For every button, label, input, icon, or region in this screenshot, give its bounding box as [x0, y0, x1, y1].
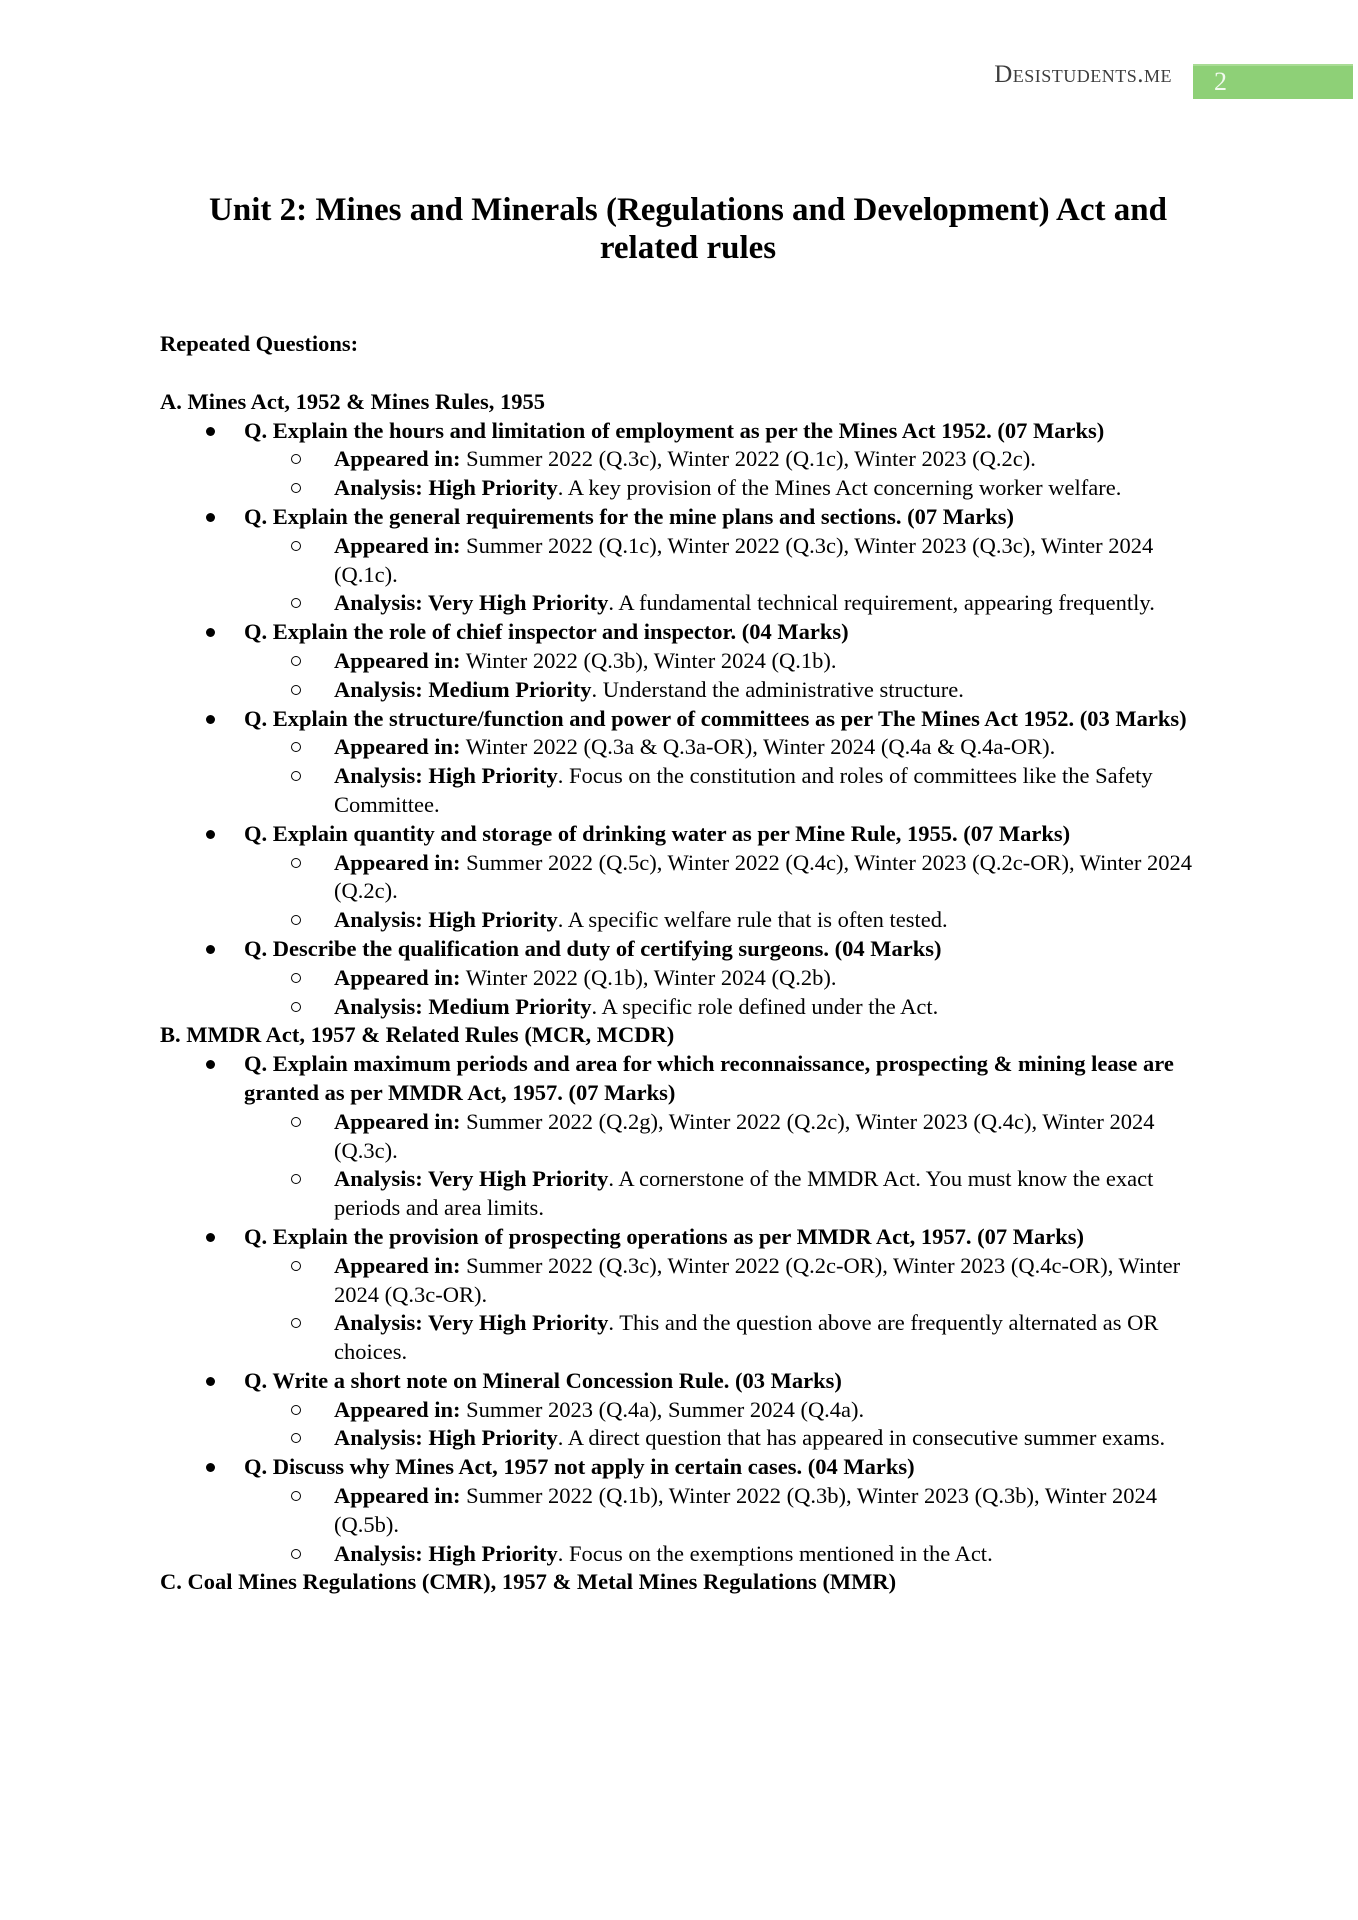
bullet-icon [206, 945, 215, 954]
page-title: Unit 2: Mines and Minerals (Regulations and Development) Act and related rules [209, 192, 1167, 266]
detail-item [160, 532, 1216, 590]
detail-label: Analysis: High Priority [334, 1425, 558, 1451]
detail-text: Summer 2022 (Q.3c), Winter 2022 (Q.1c), Winter 2023 (Q.2c). [460, 446, 1036, 472]
detail-item [160, 906, 1216, 935]
detail-text: Winter 2022 (Q.3a & Q.3a-OR), Winter 2024 (Q.4a & Q.4a-OR). [460, 734, 1056, 760]
question-text: Q. Explain maximum periods and area for which reconnaissance, prospecting & mining lease are granted as per MMDR Act, 1957. (07 Marks) [244, 1051, 1174, 1105]
question-text: Q. Explain the hours and limitation of employment as per the Mines Act 1952. (07 Marks) [244, 417, 1105, 443]
bullet-icon [206, 628, 215, 637]
circle-bullet-icon [291, 771, 301, 781]
detail-text: . A fundamental technical requirement, appearing frequently. [608, 590, 1155, 616]
question-item [160, 1223, 1216, 1252]
detail-text: Winter 2022 (Q.3b), Winter 2024 (Q.1b). [460, 647, 837, 673]
detail-label: Appeared in: [334, 532, 461, 558]
section-heading: C. Coal Mines Regulations (CMR), 1957 & Metal Mines Regulations (MMR) [160, 1569, 897, 1595]
circle-bullet-icon [291, 541, 301, 551]
detail-item [160, 1540, 1216, 1569]
detail-item [160, 1108, 1216, 1166]
circle-bullet-icon [291, 454, 301, 464]
question-text: Q. Write a short note on Mineral Concession Rule. (03 Marks) [244, 1367, 842, 1393]
detail-text: Summer 2022 (Q.3c), Winter 2022 (Q.2c-OR), Winter 2023 (Q.4c-OR), Winter 2024 (Q.3c-OR). [334, 1252, 1181, 1307]
detail-item [160, 589, 1216, 618]
detail-item [160, 762, 1216, 820]
detail-text: Winter 2022 (Q.1b), Winter 2024 (Q.2b). [460, 964, 837, 990]
bullet-icon [206, 513, 215, 522]
detail-label: Appeared in: [334, 647, 461, 673]
detail-text: Summer 2023 (Q.4a), Summer 2024 (Q.4a). [460, 1396, 865, 1422]
circle-bullet-icon [291, 1405, 301, 1415]
detail-label: Appeared in: [334, 849, 461, 875]
circle-bullet-icon [291, 685, 301, 695]
detail-label: Appeared in: [334, 1483, 461, 1509]
detail-item [160, 474, 1216, 503]
detail-text: . Understand the administrative structure. [591, 676, 964, 702]
circle-bullet-icon [291, 598, 301, 608]
detail-item [160, 445, 1216, 474]
bullet-icon [206, 1060, 215, 1069]
detail-label: Appeared in: [334, 446, 461, 472]
question-item [160, 705, 1216, 734]
detail-text: . A cornerstone of the MMDR Act. You must know the exact periods and area limits. [334, 1166, 1154, 1221]
detail-label: Appeared in: [334, 964, 461, 990]
circle-bullet-icon [291, 1433, 301, 1443]
detail-item [160, 1252, 1216, 1310]
circle-bullet-icon [291, 1174, 301, 1184]
detail-label: Analysis: Medium Priority [334, 676, 592, 702]
detail-text: . Focus on the constitution and roles of committees like the Safety Committee. [334, 763, 1153, 817]
circle-bullet-icon [291, 483, 301, 493]
detail-item [160, 733, 1216, 762]
detail-item [160, 1424, 1216, 1453]
detail-label: Appeared in: [334, 1252, 461, 1278]
detail-text: . A key provision of the Mines Act concerning worker welfare. [557, 475, 1122, 501]
section-heading: B. MMDR Act, 1957 & Related Rules (MCR, MCDR) [160, 1022, 675, 1048]
detail-item [160, 676, 1216, 705]
detail-text: . A specific welfare rule that is often tested. [557, 907, 948, 933]
detail-item [160, 1165, 1216, 1223]
page-number-badge [1193, 64, 1353, 99]
circle-bullet-icon [291, 742, 301, 752]
question-text: Q. Explain the general requirements for the mine plans and sections. (07 Marks) [244, 503, 1014, 529]
detail-text: . Focus on the exemptions mentioned in the Act. [557, 1540, 993, 1566]
detail-label: Analysis: High Priority [334, 763, 558, 789]
bullet-icon [206, 1377, 215, 1386]
question-item [160, 1367, 1216, 1396]
circle-bullet-icon [291, 1491, 301, 1501]
question-text: Q. Explain quantity and storage of drinking water as per Mine Rule, 1955. (07 Marks) [244, 820, 1071, 846]
question-item [160, 820, 1216, 849]
detail-label: Analysis: High Priority [334, 1540, 558, 1566]
detail-label: Analysis: High Priority [334, 475, 558, 501]
detail-item [160, 1396, 1216, 1425]
question-item [160, 618, 1216, 647]
question-text: Q. Discuss why Mines Act, 1957 not apply in certain cases. (04 Marks) [244, 1454, 915, 1480]
detail-item [160, 993, 1216, 1022]
circle-bullet-icon [291, 973, 301, 983]
detail-text: Summer 2022 (Q.1c), Winter 2022 (Q.3c), Winter 2023 (Q.3c), Winter 2024 (Q.1c). [334, 532, 1154, 587]
detail-text: . This and the question above are frequently alternated as OR choices. [334, 1310, 1159, 1365]
question-text: Q. Explain the role of chief inspector and inspector. (04 Marks) [244, 619, 849, 645]
detail-label: Analysis: Very High Priority [334, 1310, 609, 1336]
detail-text: . A direct question that has appeared in consecutive summer exams. [557, 1425, 1166, 1451]
circle-bullet-icon [291, 656, 301, 666]
question-text: Q. Explain the provision of prospecting operations as per MMDR Act, 1957. (07 Marks) [244, 1223, 1085, 1249]
section-heading: A. Mines Act, 1952 & Mines Rules, 1955 [160, 388, 545, 414]
bullet-icon [206, 427, 215, 436]
detail-item [160, 849, 1216, 907]
detail-text: . A specific role defined under the Act. [591, 993, 939, 1019]
question-item [160, 1453, 1216, 1482]
sections [160, 388, 1216, 1597]
site-brand: Desistudents.me [994, 61, 1172, 88]
question-item [160, 935, 1216, 964]
bullet-icon [206, 1463, 215, 1472]
detail-text: Summer 2022 (Q.5c), Winter 2022 (Q.4c), Winter 2023 (Q.2c-OR), Winter 2024 (Q.2c). [334, 849, 1192, 904]
detail-label: Analysis: Medium Priority [334, 993, 592, 1019]
detail-label: Appeared in: [334, 734, 461, 760]
document-content [160, 0, 1216, 1597]
circle-bullet-icon [291, 1549, 301, 1559]
circle-bullet-icon [291, 915, 301, 925]
circle-bullet-icon [291, 1261, 301, 1271]
detail-item [160, 1309, 1216, 1367]
question-item [160, 417, 1216, 446]
detail-item [160, 1482, 1216, 1540]
circle-bullet-icon [291, 1002, 301, 1012]
detail-label: Analysis: Very High Priority [334, 590, 609, 616]
detail-text: Summer 2022 (Q.2g), Winter 2022 (Q.2c), Winter 2023 (Q.4c), Winter 2024 (Q.3c). [334, 1108, 1155, 1163]
circle-bullet-icon [291, 1318, 301, 1328]
detail-item [160, 964, 1216, 993]
detail-text: Summer 2022 (Q.1b), Winter 2022 (Q.3b), Winter 2023 (Q.3b), Winter 2024 (Q.5b). [334, 1483, 1158, 1537]
question-item [160, 503, 1216, 532]
page-number: 2 [1214, 67, 1227, 96]
question-text: Q. Describe the qualification and duty of certifying surgeons. (04 Marks) [244, 935, 942, 961]
detail-label: Appeared in: [334, 1396, 461, 1422]
circle-bullet-icon [291, 858, 301, 868]
question-text: Q. Explain the structure/function and power of committees as per The Mines Act 1952. (03 Marks) [244, 705, 1187, 731]
detail-label: Analysis: Very High Priority [334, 1166, 609, 1192]
bullet-icon [206, 1233, 215, 1242]
bullet-icon [206, 715, 215, 724]
detail-label: Analysis: High Priority [334, 907, 558, 933]
bullet-icon [206, 830, 215, 839]
repeated-questions-heading: Repeated Questions: [160, 331, 359, 356]
detail-label: Appeared in: [334, 1108, 461, 1134]
question-item [160, 1050, 1216, 1108]
detail-item [160, 647, 1216, 676]
circle-bullet-icon [291, 1117, 301, 1127]
